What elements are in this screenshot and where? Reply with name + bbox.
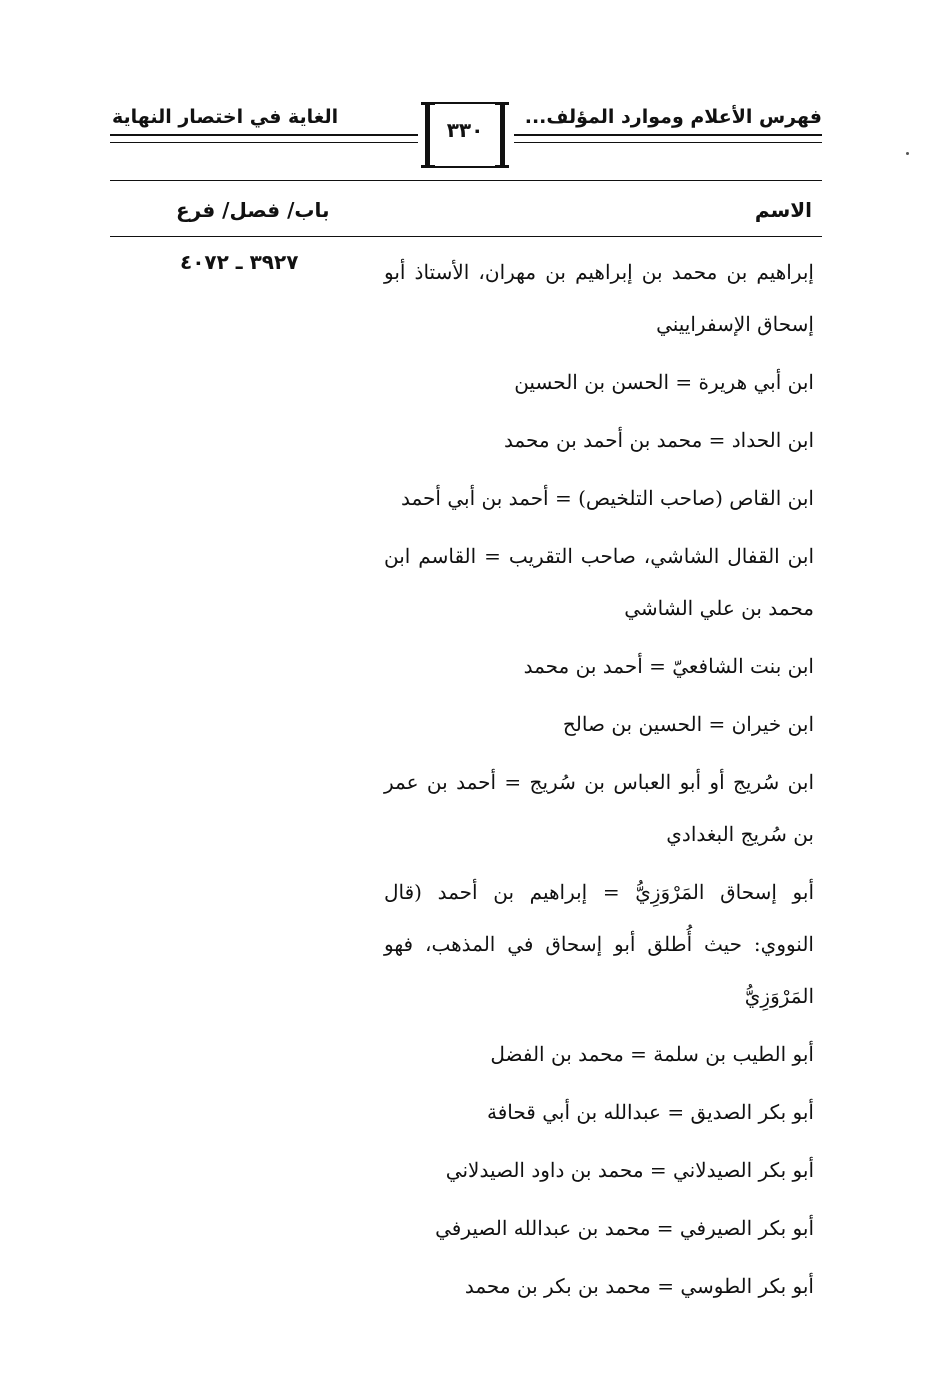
page-header (110, 96, 822, 176)
index-entry: أبو الطيب بن سلمة = محمد بن الفضل (490, 1042, 814, 1066)
frame-cap (421, 165, 435, 168)
index-entry: ابن خيران = الحسين بن صالح (562, 712, 814, 736)
frame-bar-right (500, 102, 505, 168)
table-header-rule (110, 236, 822, 237)
index-entry: ابن القاص (صاحب التلخيص) = أحمد بن أبي أحمد (401, 486, 814, 510)
index-entry: أبو بكر الصديق = عبدالله بن أبي قحافة (487, 1100, 814, 1124)
index-entry: إبراهيم بن محمد بن إبراهيم بن مهران، الأستاذ أبو إسحاق الإسفراييني (384, 260, 814, 336)
header-rule-left (110, 134, 418, 143)
column-header-name: الاسم (754, 198, 812, 222)
index-entry: ابن القفال الشاشي، صاحب التقريب = القاسم ابن محمد بن علي الشاشي (384, 544, 815, 620)
frame-inner (435, 102, 495, 168)
index-entry: أبو بكر الطوسي = محمد بن بكر بن محمد (464, 1274, 814, 1298)
index-entry: أبو بكر الصيدلاني = محمد بن داود الصيدلاني (445, 1158, 814, 1182)
frame-cap (495, 165, 509, 168)
table-top-rule (110, 180, 822, 181)
index-entry: ابن سُريج أو أبو العباس بن سُريج = أحمد بن عمر بن سُريج البغدادي (384, 770, 814, 846)
page-number-frame (421, 102, 509, 168)
frame-bar-left (425, 102, 430, 168)
index-entry: ابن الحداد = محمد بن أحمد بن محمد (503, 428, 814, 452)
frame-cap (421, 102, 435, 105)
index-entries (384, 246, 814, 1318)
column-header-reference: باب/ فصل/ فرع (176, 198, 330, 222)
index-entry: ابن أبي هريرة = الحسن بن الحسين (514, 370, 814, 394)
scan-speck (906, 152, 909, 155)
entry-reference: ٣٩٢٧ ـ ٤٠٧٢ (180, 250, 299, 274)
frame-cap (495, 102, 509, 105)
index-entry: أبو إسحاق المَرْوَزِيُّ = إبراهيم بن أحمد (قال النووي: حيث أُطلق أبو إسحاق في المذهب، فهو المَرْوَزِيُّ (384, 880, 814, 1008)
page-number: ٣٣٠ (446, 118, 484, 142)
index-entry: ابن بنت الشافعيّ = أحمد بن محمد (523, 654, 814, 678)
index-entry: أبو بكر الصيرفي = محمد بن عبدالله الصيرفي (435, 1216, 814, 1240)
header-rule-right (514, 134, 822, 143)
running-title-book: الغاية في اختصار النهاية (112, 106, 339, 128)
running-title-section: فهرس الأعلام وموارد المؤلف... (524, 106, 822, 128)
